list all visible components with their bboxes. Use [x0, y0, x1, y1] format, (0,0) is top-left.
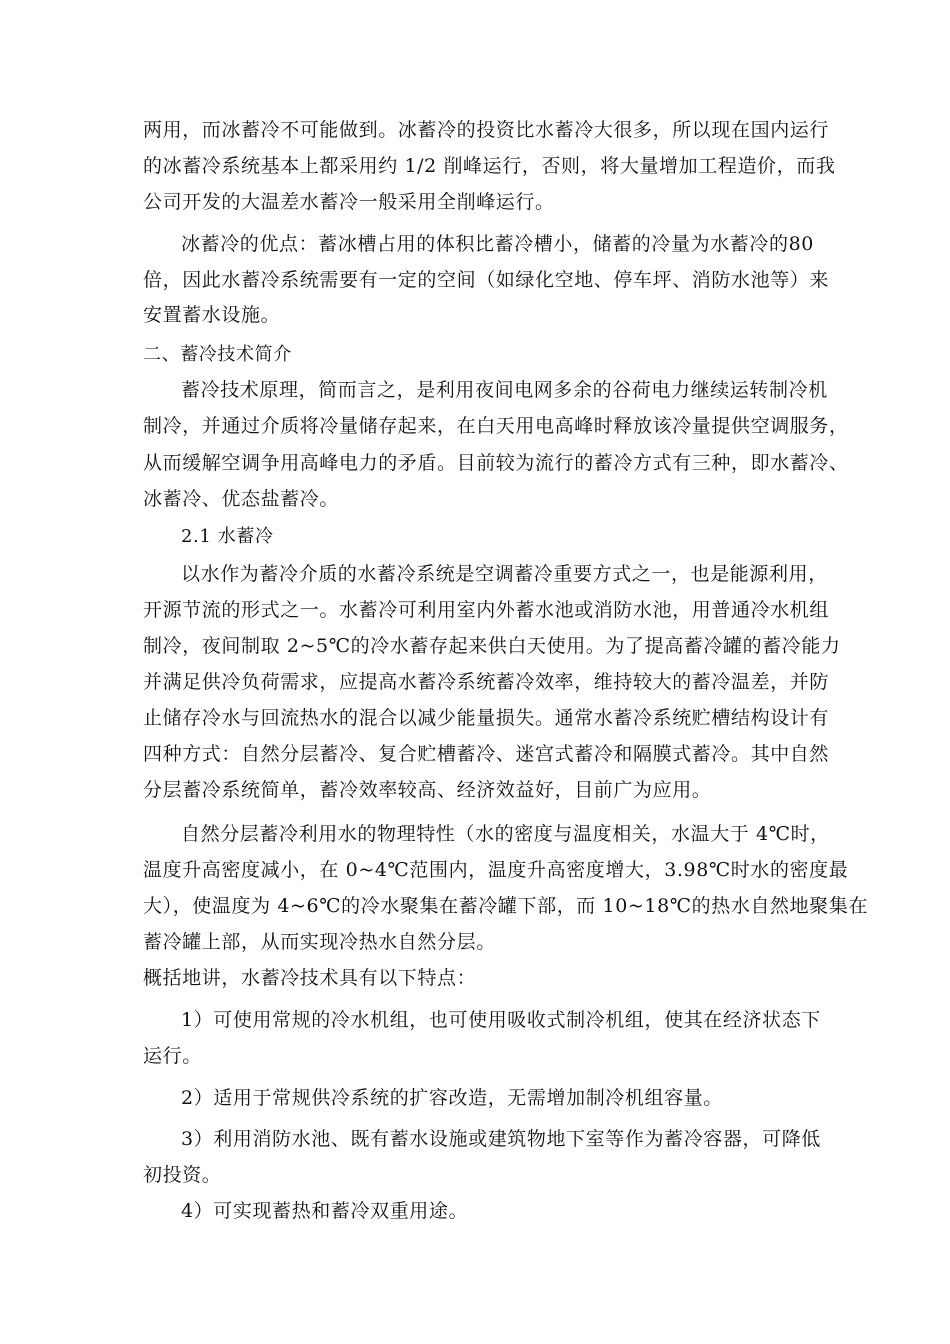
- text-line: 概括地讲，水蓄冷技术具有以下特点：: [143, 967, 477, 989]
- text-line: 开源节流的形式之一。水蓄冷可利用室内外蓄水池或消防水池，用普通冷水机组: [143, 599, 830, 621]
- text-line: 两用，而冰蓄冷不可能做到。冰蓄冷的投资比水蓄冷大很多，所以现在国内运行: [143, 119, 830, 141]
- text-line: 冰蓄冷、优态盐蓄冷。: [143, 488, 340, 510]
- text-line: 四种方式：自然分层蓄冷、复合贮槽蓄冷、迷宫式蓄冷和隔膜式蓄冷。其中自然: [143, 743, 830, 765]
- list-item-continuation: 运行。: [143, 1045, 202, 1067]
- text-line: 蓄冷技术原理，简而言之，是利用夜间电网多余的谷荷电力继续运转制冷机: [181, 379, 828, 401]
- text-line: 自然分层蓄冷利用水的物理特性（水的密度与温度相关，水温大于 4℃时，: [181, 823, 830, 845]
- text-line: 以水作为蓄冷介质的水蓄冷系统是空调蓄冷重要方式之一，也是能源利用，: [181, 563, 828, 585]
- text-line: 止储存冷水与回流热水的混合以减少能量损失。通常水蓄冷系统贮槽结构设计有: [143, 707, 830, 729]
- list-item: 1）可使用常规的冷水机组，也可使用吸收式制冷机组，使其在经济状态下: [181, 1009, 821, 1031]
- list-item: 2）适用于常规供冷系统的扩容改造，无需增加制冷机组容量。: [181, 1087, 723, 1109]
- text-line: 从而缓解空调争用高峰电力的矛盾。目前较为流行的蓄冷方式有三种，即水蓄冷、: [143, 452, 849, 474]
- text-line: 并满足供冷负荷需求，应提高水蓄冷系统蓄冷效率，维持较大的蓄冷温差，并防: [143, 671, 830, 693]
- text-line: 的冰蓄冷系统基本上都采用约 1/2 削峰运行，否则，将大量增加工程造价，而我: [143, 155, 836, 177]
- text-line: 冰蓄冷的优点：蓄冰槽占用的体积比蓄冷槽小，储蓄的冷量为水蓄冷的80: [181, 233, 814, 255]
- text-line: 制冷，夜间制取 2~5℃的冷水蓄存起来供白天使用。为了提高蓄冷罐的蓄冷能力: [143, 635, 841, 657]
- text-line: 分层蓄冷系统简单，蓄冷效率较高、经济效益好，目前广为应用。: [143, 779, 712, 801]
- text-line: 大），使温度为 4~6℃的冷水聚集在蓄冷罐下部，而 10~18℃的热水自然地聚集在: [143, 895, 869, 917]
- subsection-heading: 2.1 水蓄冷: [181, 526, 274, 547]
- section-heading: 二、蓄冷技术简介: [143, 344, 292, 365]
- text-line: 公司开发的大温差水蓄冷一般采用全削峰运行。: [143, 191, 555, 213]
- text-line: 蓄冷罐上部，从而实现冷热水自然分层。: [143, 931, 496, 953]
- text-line: 安置蓄水设施。: [143, 304, 281, 326]
- list-item: 3）利用消防水池、既有蓄水设施或建筑物地下室等作为蓄冷容器，可降低: [181, 1128, 821, 1150]
- text-line: 倍，因此水蓄冷系统需要有一定的空间（如绿化空地、停车坪、消防水池等）来: [143, 269, 830, 291]
- list-item: 4）可实现蓄热和蓄冷双重用途。: [181, 1200, 469, 1222]
- text-line: 制冷，并通过介质将冷量储存起来，在白天用电高峰时释放该冷量提供空调服务，: [143, 415, 849, 437]
- list-item-continuation: 初投资。: [143, 1164, 222, 1186]
- text-line: 温度升高密度减小，在 0~4℃范围内，温度升高密度增大，3.98℃时水的密度最: [143, 859, 849, 881]
